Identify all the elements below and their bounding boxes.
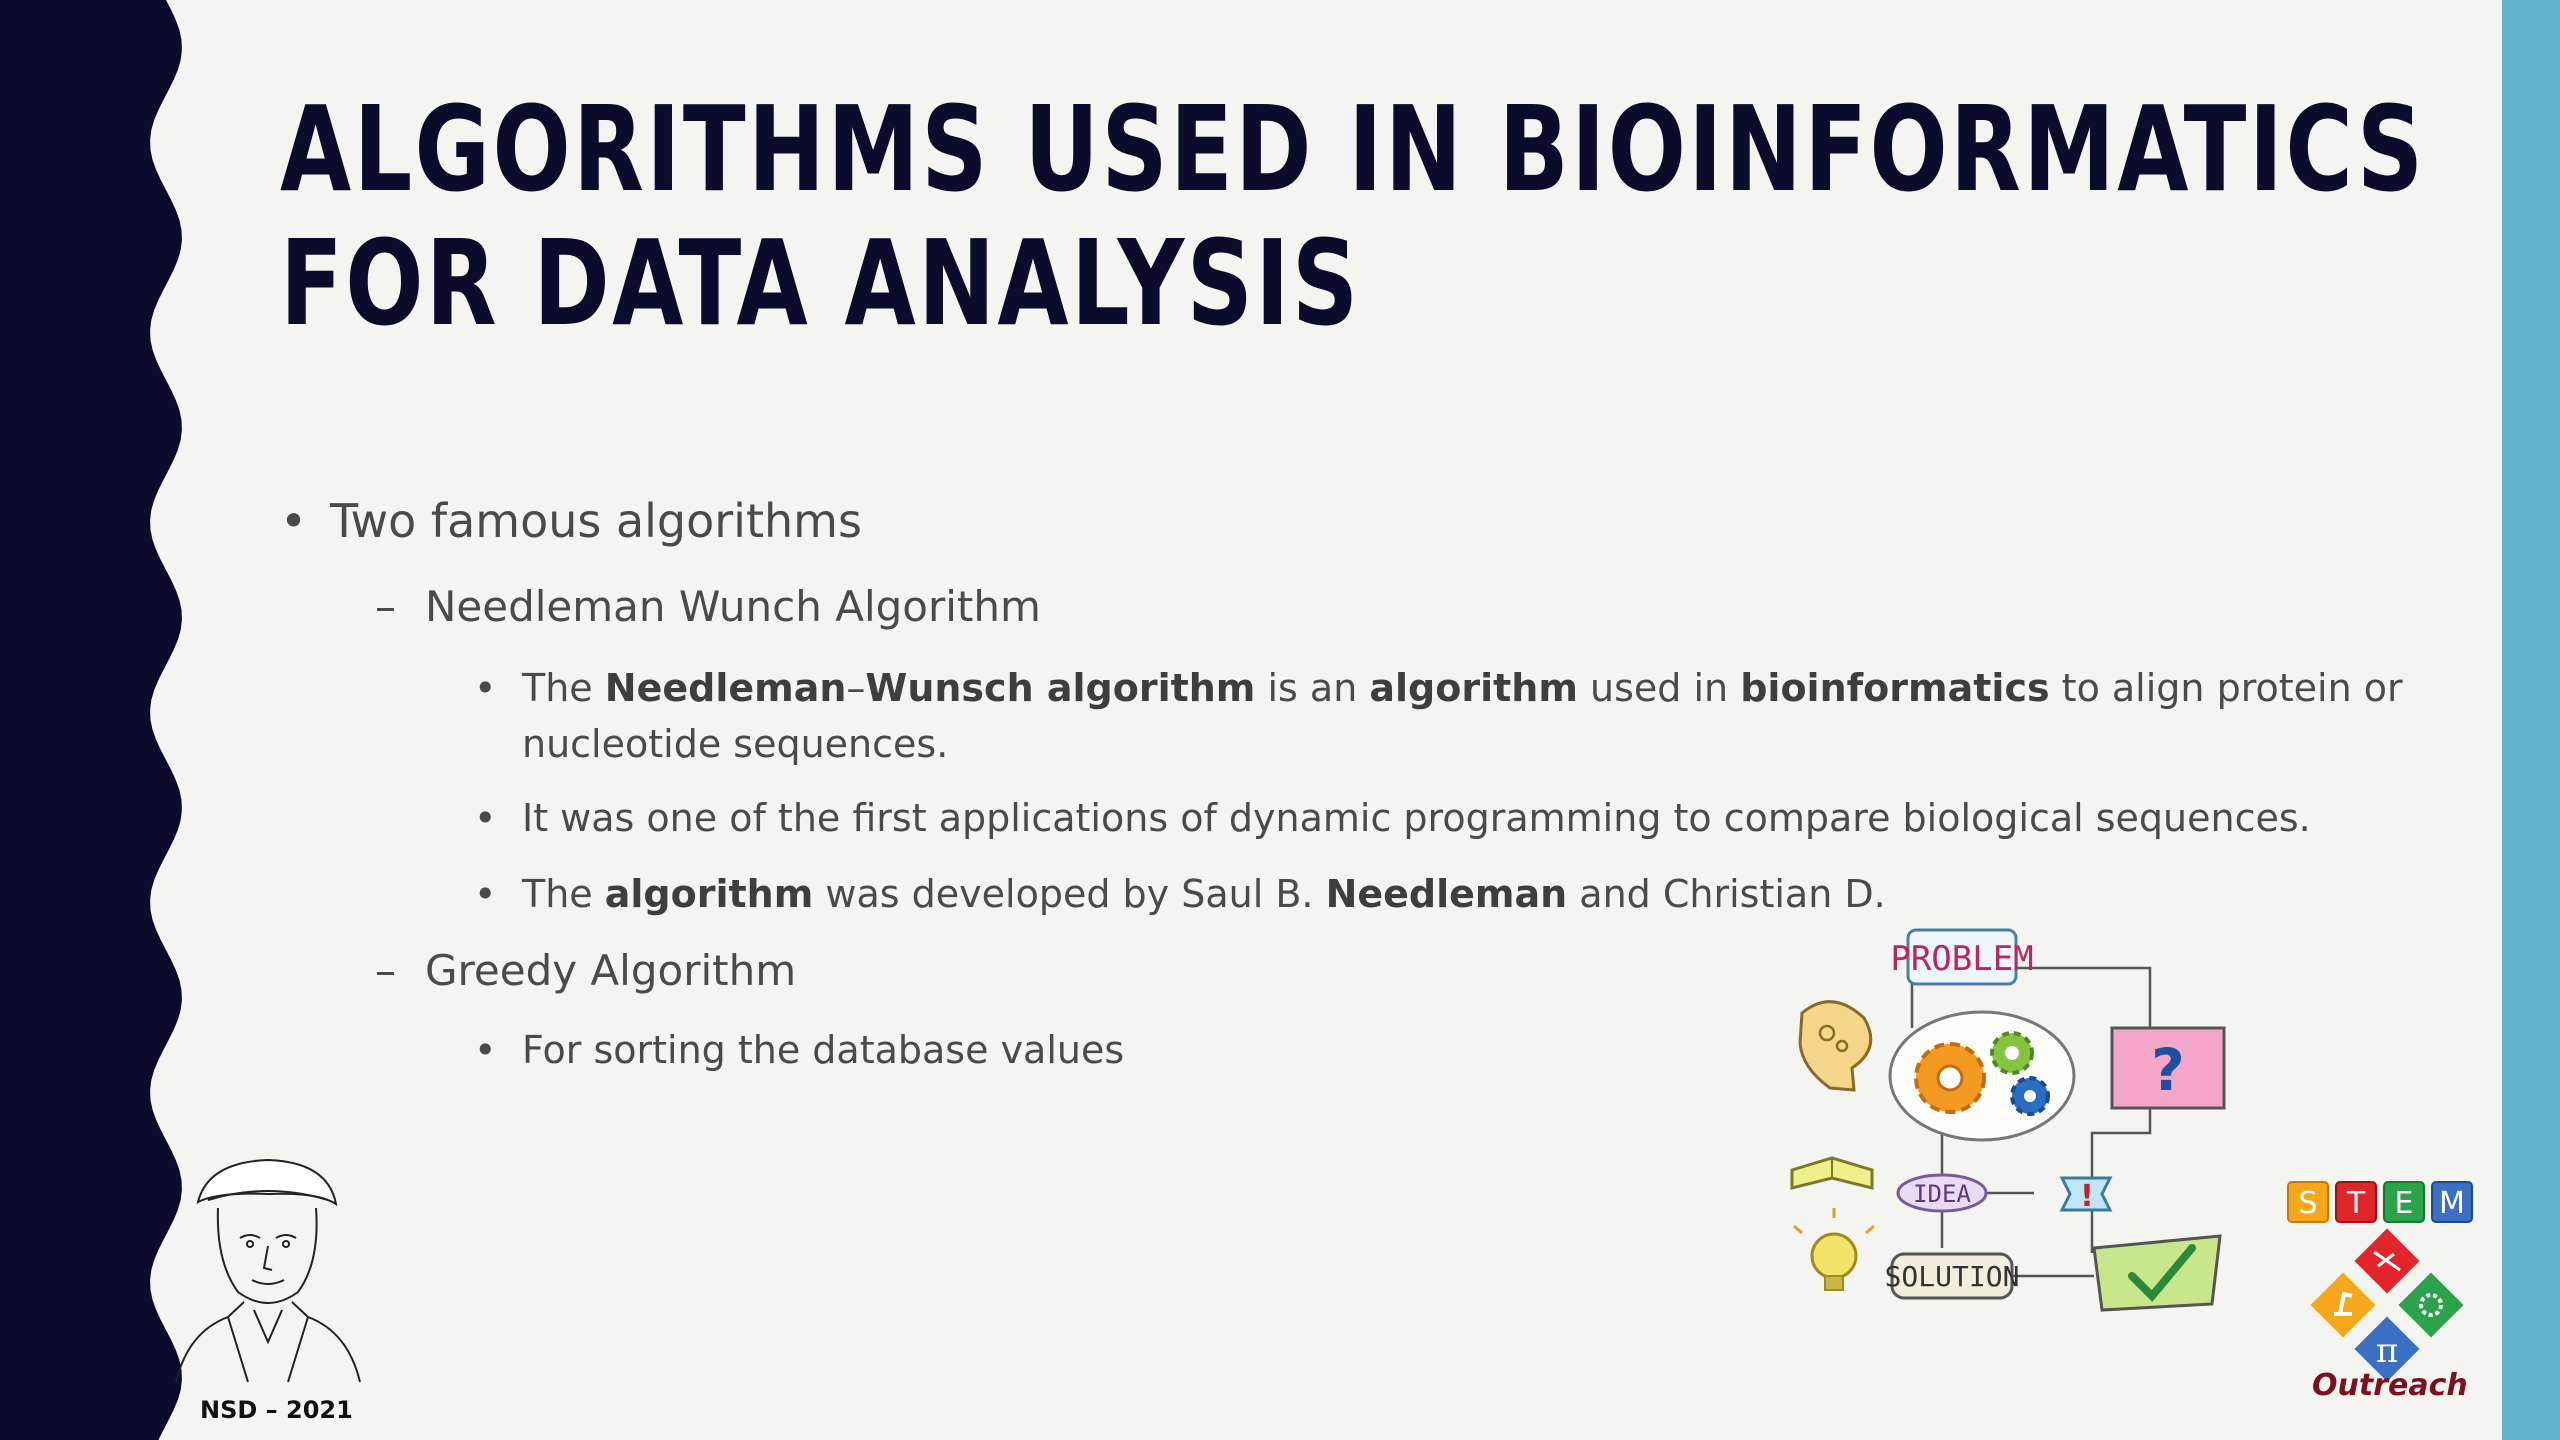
exclamation-mark: ! — [2080, 1179, 2094, 1214]
outreach-wordmark: Outreach — [2312, 1368, 2468, 1403]
text: The — [522, 872, 605, 916]
problem-solving-illustration — [1772, 918, 2282, 1318]
bold-text: bioinformatics — [1740, 666, 2050, 710]
text: – — [846, 666, 866, 710]
bullet-text: It was one of the first applications of dynamic programming to compare biological sequences. — [522, 796, 2311, 840]
stem-letter-e: E — [2394, 1186, 2414, 1221]
text: to align protein or — [2049, 666, 2403, 710]
bullet-two-famous-algorithms — [280, 494, 862, 548]
text: and Christian D. — [1567, 872, 1886, 916]
solution-label: SOLUTION — [1884, 1260, 2020, 1293]
stem-letter-m: M — [2439, 1186, 2465, 1221]
footer-nsd-label: NSD – 2021 — [200, 1396, 353, 1424]
sub-bullet-greedy — [375, 946, 797, 995]
title-line-2: FOR DATA ANALYSIS — [280, 214, 1361, 352]
idea-label: IDEA — [1913, 1180, 1971, 1208]
bullet-mark: • — [474, 872, 497, 916]
bullet-text: Needleman Wunch Algorithm — [425, 582, 1041, 631]
bold-text: algorithm — [1369, 666, 1578, 710]
problem-label: PROBLEM — [1890, 939, 2034, 979]
point-developed-by — [474, 866, 1886, 922]
text: used in — [1577, 666, 1741, 710]
bullet-text: For sorting the database values — [522, 1028, 1125, 1072]
text: is an — [1255, 666, 1370, 710]
point-needleman-definition — [474, 660, 2403, 772]
slide-title — [280, 80, 2426, 352]
portrait-sketch — [168, 1142, 368, 1402]
text: was developed by Saul B. — [813, 872, 1326, 916]
sub-bullet-needleman-wunch — [375, 582, 1041, 631]
bold-text: Needleman — [604, 666, 847, 710]
lightbulb-icon — [1794, 1208, 1874, 1290]
point-sorting-database — [474, 1022, 1125, 1078]
bullet-mark: • — [474, 666, 497, 710]
bullet-text: Two famous algorithms — [330, 494, 862, 548]
bold-text: Needleman — [1325, 872, 1568, 916]
dash-mark: – — [375, 946, 396, 995]
text-continuation: nucleotide sequences. — [522, 722, 949, 766]
stem-letter-t: T — [2346, 1186, 2366, 1221]
text: The — [522, 666, 605, 710]
thinking-head-icon — [1800, 1002, 1871, 1090]
question-mark: ? — [2151, 1036, 2185, 1104]
solution-checkbox — [2094, 1236, 2220, 1310]
dash-mark: – — [375, 582, 396, 631]
title-line-1: ALGORITHMS USED IN BIOINFORMATICS — [280, 80, 2426, 218]
bold-text: algorithm — [604, 872, 814, 916]
right-accent-band — [2502, 0, 2560, 1440]
stem-letter-s: S — [2298, 1186, 2318, 1221]
bullet-mark: • — [280, 494, 308, 548]
bullet-mark: • — [474, 1028, 497, 1072]
bullet-mark: • — [474, 796, 497, 840]
point-dynamic-programming — [474, 790, 2311, 846]
pi-symbol: π — [2375, 1331, 2399, 1371]
bullet-text: Greedy Algorithm — [425, 946, 797, 995]
book-icon — [1792, 1158, 1872, 1188]
bold-text: Wunsch algorithm — [865, 666, 1256, 710]
